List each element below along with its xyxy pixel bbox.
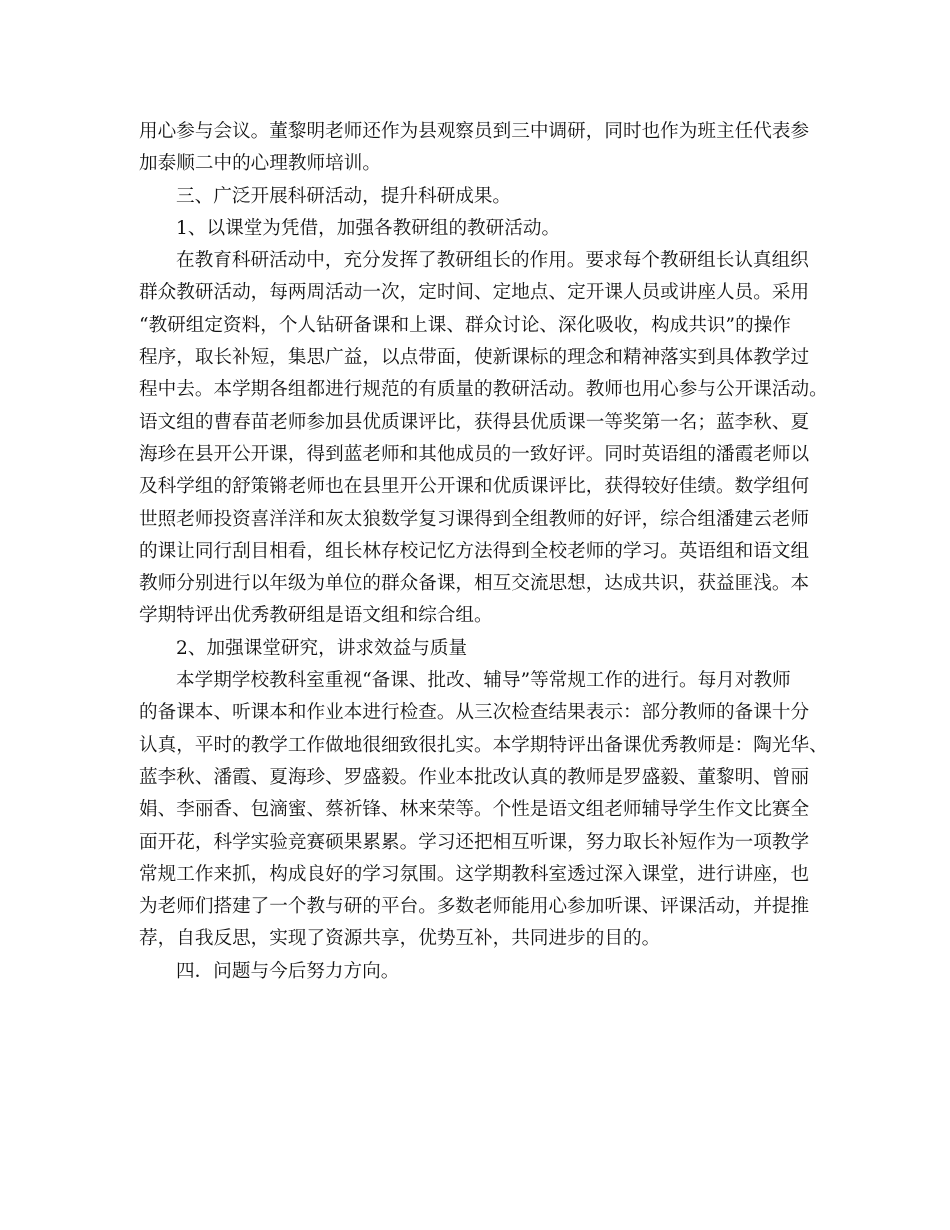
- text-line: 群众教研活动，每两周活动一次，定时间、定地点、定开课人员或讲座人员。采用: [139, 282, 810, 304]
- text-line: 蓝李秋、潘霞、夏海珍、罗盛毅。作业本批改认真的教师是罗盛毅、董黎明、曾丽: [139, 766, 810, 788]
- text-line: 加泰顺二中的心理教师培训。: [139, 153, 381, 175]
- text-line: 语文组的曹春苗老师参加县优质课评比，获得县优质课一等奖第一名；蓝李秋、夏: [139, 411, 810, 433]
- text-line: 认真，平时的教学工作做地很细致很扎实。本学期特评出备课优秀教师是：陶光华、: [139, 734, 828, 756]
- paragraph-3: [139, 665, 828, 956]
- text-line: 学期特评出优秀教研组是语文组和综合组。: [139, 605, 493, 627]
- text-line: 用心参与会议。董黎明老师还作为县观察员到三中调研，同时也作为班主任代表参: [139, 121, 810, 142]
- text-line: 荐，自我反思，实现了资源共享，优势互补，共同进步的目的。: [139, 928, 661, 950]
- text-line: 面开花，科学实验竞赛硕果累累。学习还把相互听课，努力取长补短作为一项教学: [139, 831, 810, 853]
- subsection-heading-1: [139, 213, 819, 245]
- section-heading-4: [139, 956, 819, 988]
- text-line: 及科学组的舒策锵老师也在县里开公开课和优质课评比，获得较好佳绩。数学组何: [139, 476, 810, 498]
- text-line: 世照老师投资喜洋洋和灰太狼数学复习课得到全组教师的好评，综合组潘建云老师: [139, 508, 810, 530]
- text-line: 常规工作来抓，构成良好的学习氛围。这学期教科室透过深入课堂，进行讲座，也: [139, 863, 810, 885]
- text-line: 在教育科研活动中，充分发挥了教研组长的作用。要求每个教研组长认真组织: [176, 250, 809, 272]
- paragraph-1: [139, 116, 819, 181]
- text-line: 娟、李丽香、包滴蜜、蔡祈锋、林来荣等。个性是语文组老师辅导学生作文比赛全: [139, 799, 810, 821]
- text-line: 为老师们搭建了一个教与研的平台。多数老师能用心参加听课、评课活动，并提推: [139, 896, 810, 918]
- section-heading-3: [139, 181, 819, 213]
- paragraph-2: [139, 245, 828, 633]
- text-line: 程中去。本学期各组都进行规范的有质量的教研活动。教师也用心参与公开课活动。: [139, 379, 828, 401]
- heading-line: 四．问题与今后努力方向。: [176, 960, 400, 982]
- text-line: “教研组定资料，个人钻研备课和上课、群众讨论、深化吸收，构成共识”的操作: [139, 314, 791, 336]
- heading-line: 2、加强课堂研究，讲求效益与质量: [176, 637, 468, 659]
- subsection-heading-2: [139, 633, 819, 665]
- heading-line: 1、以课堂为凭借，加强各教研组的教研活动。: [176, 217, 561, 239]
- text-line: 的备课本、听课本和作业本进行检查。从三次检查结果表示：部分教师的备课十分: [139, 702, 810, 724]
- text-line: 的课让同行刮目相看，组长林存校记忆方法得到全校老师的学习。英语组和语文组: [139, 540, 810, 562]
- document-body: [139, 116, 828, 988]
- text-line: 本学期学校教科室重视“备课、批改、辅导”等常规工作的进行。每月对教师: [176, 670, 791, 692]
- text-line: 海珍在县开公开课，得到蓝老师和其他成员的一致好评。同时英语组的潘霞老师以: [139, 443, 810, 465]
- heading-line: 三、广泛开展科研活动，提升科研成果。: [176, 185, 512, 207]
- text-line: 教师分别进行以年级为单位的群众备课，相互交流思想，达成共识，获益匪浅。本: [139, 573, 810, 595]
- text-line: 程序，取长补短，集思广益，以点带面，使新课标的理念和精神落实到具体教学过: [139, 347, 810, 369]
